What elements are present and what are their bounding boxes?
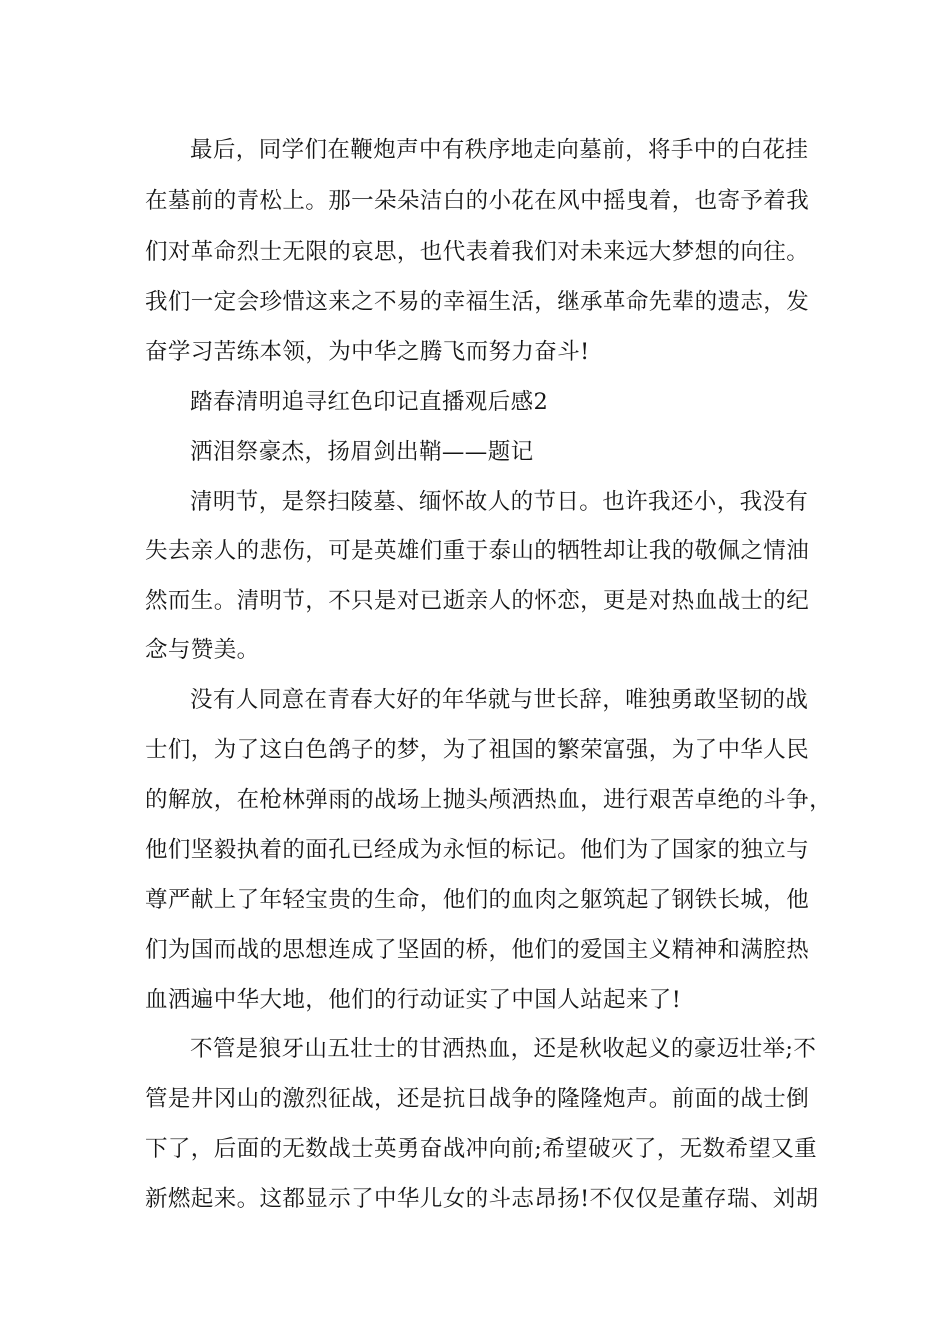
text-line: 奋学习苦练本领，为中华之腾飞而努力奋斗! [145,339,590,365]
text-line: 管是井冈山的激烈征战，还是抗日战争的隆隆炮声。前面的战士倒 [145,1086,810,1112]
text-line: 血洒遍中华大地，他们的行动证实了中国人站起来了! [145,987,682,1013]
text-line: 他们坚毅执着的面孔已经成为永恒的标记。他们为了国家的独立与 [145,837,810,863]
text-line: 士们，为了这白色鸽子的梦，为了祖国的繁荣富强，为了中华人民 [145,737,810,763]
text-line: 念与赞美。 [145,637,260,663]
text-line: 的解放，在枪林弹雨的战场上抛头颅洒热血，进行艰苦卓绝的斗争， [145,787,833,813]
text-line: 下了，后面的无数战士英勇奋战冲向前;希望破灭了，无数希望又重 [145,1136,818,1162]
text-line: 新燃起来。这都显示了中华儿女的斗志昂扬!不仅仅是董存瑞、刘胡 [145,1186,819,1212]
text-line: 们为国而战的思想连成了坚固的桥，他们的爱国主义精神和满腔热 [145,937,810,963]
text-line: 尊严献上了年轻宝贵的生命，他们的血肉之躯筑起了钢铁长城，他 [145,887,810,913]
text-line: 没有人同意在青春大好的年华就与世长辞，唯独勇敢坚韧的战 [190,687,809,713]
text-line: 不管是狼牙山五壮士的甘洒热血，还是秋收起义的豪迈壮举;不 [190,1036,817,1062]
text-line: 们对革命烈士无限的哀思，也代表着我们对未来远大梦想的向往。 [145,239,810,265]
section-title: 踏春清明追寻红色印记直播观后感2 [190,389,549,415]
text-line: 清明节，是祭扫陵墓、缅怀故人的节日。也许我还小，我没有 [190,489,809,515]
text-line: 在墓前的青松上。那一朵朵洁白的小花在风中摇曳着，也寄予着我 [145,188,810,214]
text-line: 我们一定会珍惜这来之不易的幸福生活，继承革命先辈的遗志，发 [145,289,810,315]
text-line: 然而生。清明节，不只是对已逝亲人的怀恋，更是对热血战士的纪 [145,588,810,614]
text-line: 失去亲人的悲伤，可是英雄们重于泰山的牺牲却让我的敬佩之情油 [145,538,810,564]
text-line: 最后，同学们在鞭炮声中有秩序地走向墓前，将手中的白花挂 [190,137,809,163]
epigraph: 洒泪祭豪杰，扬眉剑出鞘——题记 [190,439,534,465]
